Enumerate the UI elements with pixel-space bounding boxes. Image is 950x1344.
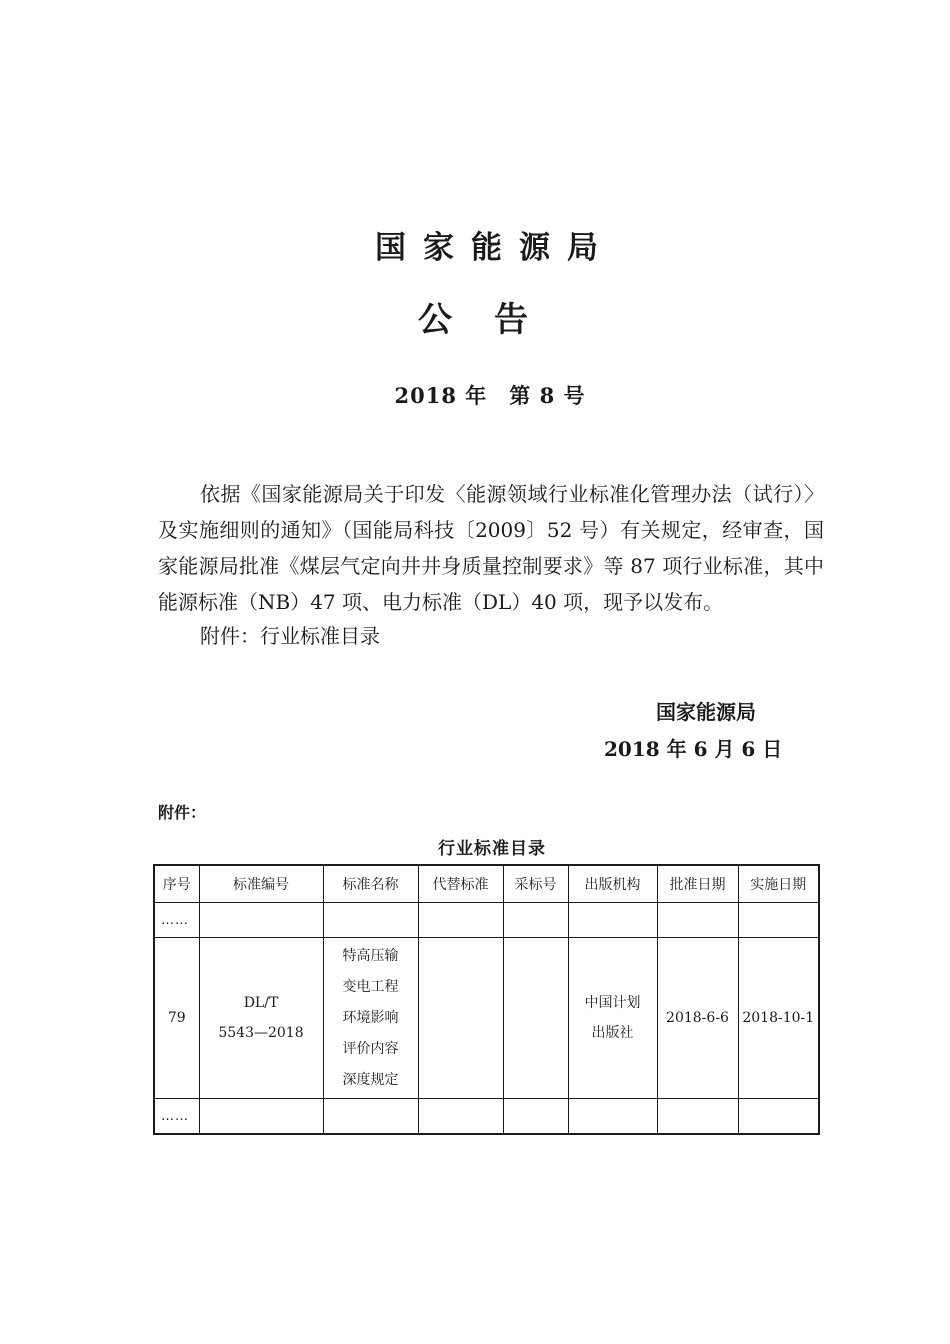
attachment-reference: 附件：行业标准目录: [200, 624, 380, 648]
header-cell: 序号: [154, 865, 199, 903]
header-cell: 采标号: [503, 865, 568, 903]
attachment-label: 附件：: [158, 803, 207, 822]
table-row: [154, 938, 819, 1099]
seq-cell: 79: [154, 938, 199, 1099]
signature-organization: 国家能源局: [656, 700, 756, 724]
ellipsis-cell: ……: [154, 903, 199, 938]
announcement-body: [158, 476, 824, 620]
issue-number: 2018 年 第 8 号: [394, 383, 586, 408]
replaced-cell: [418, 938, 503, 1099]
publisher-cell: [568, 938, 657, 1099]
publisher-line: 中国计划: [584, 995, 641, 1011]
standards-table: [153, 864, 820, 1135]
header-cell: 出版机构: [568, 865, 657, 903]
name-line: 变电工程: [342, 978, 399, 995]
code-line: 5543—2018: [218, 1025, 304, 1041]
header-cell: 批准日期: [657, 865, 738, 903]
code-cell: [199, 938, 323, 1099]
name-line: 环境影响: [342, 1009, 399, 1026]
table-title: 行业标准目录: [438, 839, 546, 859]
table-row: [154, 903, 819, 938]
approval-date-cell: 2018-6-6: [657, 938, 738, 1099]
header-cell: 标准编号: [199, 865, 323, 903]
ellipsis-cell: ……: [154, 1099, 199, 1135]
publisher-line: 出版社: [591, 1025, 634, 1041]
header-cell: 标准名称: [323, 865, 418, 903]
organization-title: 国家能源局: [375, 230, 615, 266]
announcement-paragraph: 依据《国家能源局关于印发〈能源领域行业标准化管理办法（试行）〉及实施细则的通知》（国能局科技〔2009〕52 号）有关规定，经审查，国家能源局批准《煤层气定向井井身质量控制要求》等 87 项行业标准，其中能源标准（NB）47 项、电力标准（DL）40 项，现予以发布。: [158, 482, 824, 614]
name-line: 评价内容: [342, 1040, 399, 1057]
document-type: 公告: [418, 300, 570, 340]
adopted-cell: [503, 938, 568, 1099]
name-cell: [323, 938, 418, 1099]
table-row: [154, 1099, 819, 1135]
header-cell: 代替标准: [418, 865, 503, 903]
name-line: 深度规定: [342, 1071, 399, 1088]
table-header-row: [154, 865, 819, 903]
code-line: DL/T: [243, 995, 279, 1011]
effective-date-cell: 2018-10-1: [738, 938, 819, 1099]
signature-date: 2018 年 6 月 6 日: [604, 737, 783, 761]
header-cell: 实施日期: [738, 865, 819, 903]
name-line: 特高压输: [342, 947, 399, 964]
